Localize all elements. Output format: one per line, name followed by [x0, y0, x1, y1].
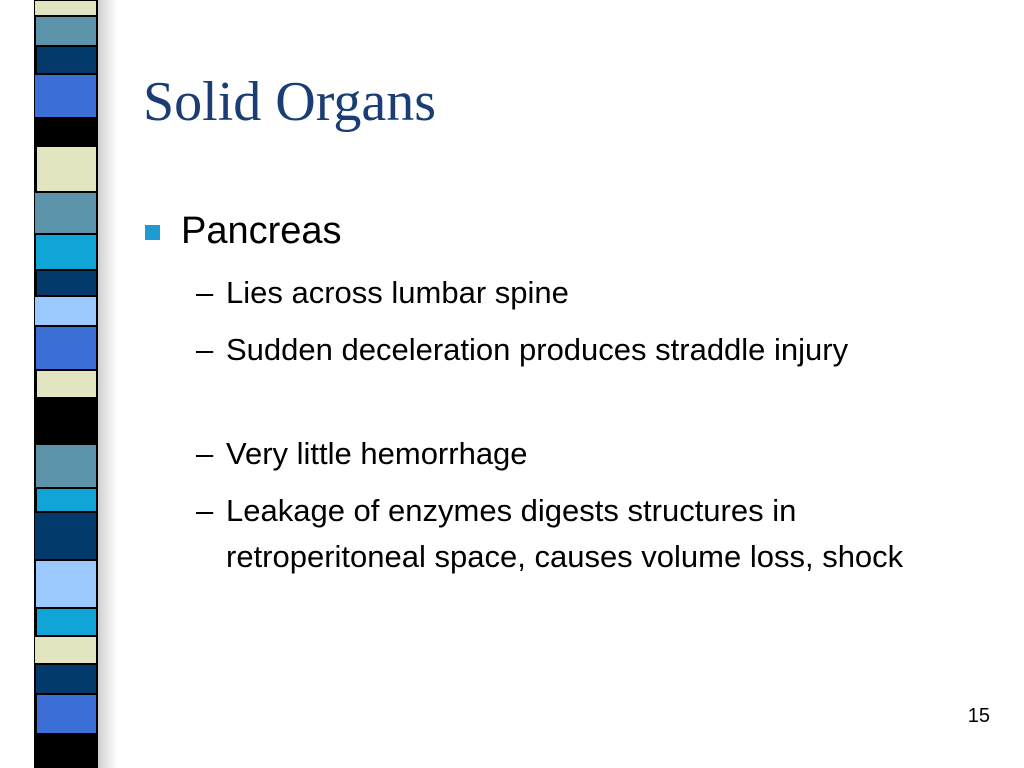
stripe-block [37, 371, 96, 397]
slide-title: Solid Organs [143, 71, 436, 133]
stripe-block [35, 399, 96, 443]
stripe-block [35, 637, 96, 663]
sub-bullet-text: Sudden deceleration produces straddle injury [226, 332, 849, 367]
stripe-block [35, 193, 96, 233]
stripe-block [37, 271, 96, 295]
stripe-block [36, 327, 96, 369]
stripe-block [35, 297, 96, 325]
sub-bullet-text: Very little hemorrhage [226, 436, 528, 471]
stripe-block [37, 695, 96, 733]
stripe-block [36, 665, 96, 693]
stripe-block [36, 561, 96, 607]
dash-marker: – [196, 436, 214, 471]
stripe-block [35, 735, 96, 767]
sub-bullet [196, 488, 986, 580]
dash-marker: – [196, 332, 214, 367]
sub-bullet-text: Leakage of enzymes digests structures in retroperitoneal space, causes volume loss, shock [226, 493, 904, 574]
stripe-block [37, 489, 96, 511]
page-number: 15 [967, 705, 990, 727]
main-bullet-text: Pancreas [181, 210, 342, 252]
stripe-block [36, 17, 96, 45]
dash-marker: – [196, 275, 214, 310]
stripe-block [36, 119, 96, 145]
stripe-block [36, 445, 96, 487]
stripe-block [37, 47, 96, 73]
sub-bullet [196, 431, 996, 477]
square-bullet-icon [145, 225, 160, 240]
stripe-block [35, 75, 96, 117]
sub-bullet-text: Lies across lumbar spine [226, 275, 569, 310]
dash-marker: – [196, 493, 214, 528]
stripe-block [37, 147, 96, 191]
stripe-block [35, 1, 96, 15]
stripe-block [37, 609, 96, 635]
sub-bullet [196, 270, 996, 316]
sub-bullet [196, 327, 936, 373]
stripe-block [36, 235, 96, 269]
stripe-block [35, 513, 96, 559]
